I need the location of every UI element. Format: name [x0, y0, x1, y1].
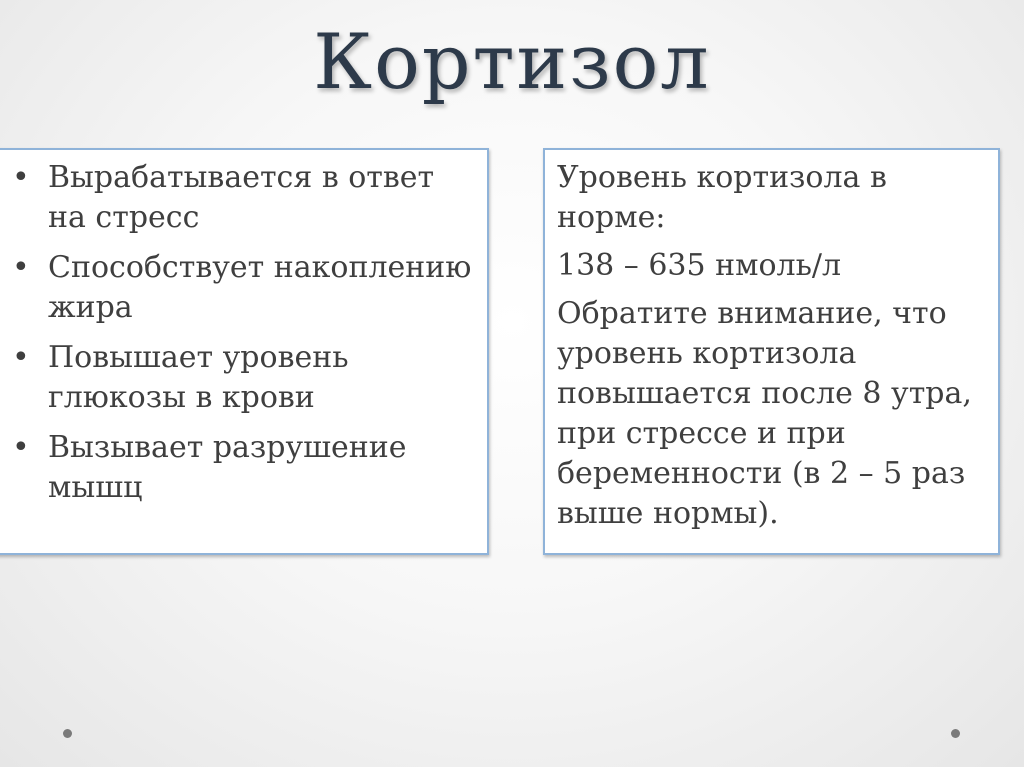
- bullet-list: [0, 158, 477, 508]
- bullet-item: [0, 338, 477, 418]
- bullet-icon: •: [12, 430, 30, 465]
- norm-note: Обратите внимание, что уровень кортизола повышается после 8 утра, при стрессе и при беременности (в 2 – 5 раз выше нормы).: [557, 296, 972, 531]
- norm-heading: Уровень кортизола в норме:: [557, 160, 887, 235]
- bullet-text: Повышает уровень глюкозы в крови: [48, 340, 349, 415]
- bullet-icon: •: [12, 160, 30, 195]
- bullet-item: [0, 248, 477, 328]
- bullet-icon: •: [12, 250, 30, 285]
- bullet-item: [0, 428, 477, 508]
- bullet-text: Вырабатывается в ответ на стресс: [48, 160, 435, 235]
- decorative-dot-right: [951, 729, 960, 738]
- bullet-icon: •: [12, 340, 30, 375]
- slide-title: Кортизол: [313, 17, 711, 106]
- right-text-box: [543, 148, 1000, 555]
- bullet-item: [0, 158, 477, 238]
- bullet-text: Способствует накоплению жира: [48, 250, 472, 325]
- decorative-dot-left: [63, 729, 72, 738]
- left-text-box: [0, 148, 489, 555]
- bullet-text: Вызывает разрушение мышц: [48, 430, 407, 505]
- norm-range: 138 – 635 нмоль/л: [557, 248, 842, 283]
